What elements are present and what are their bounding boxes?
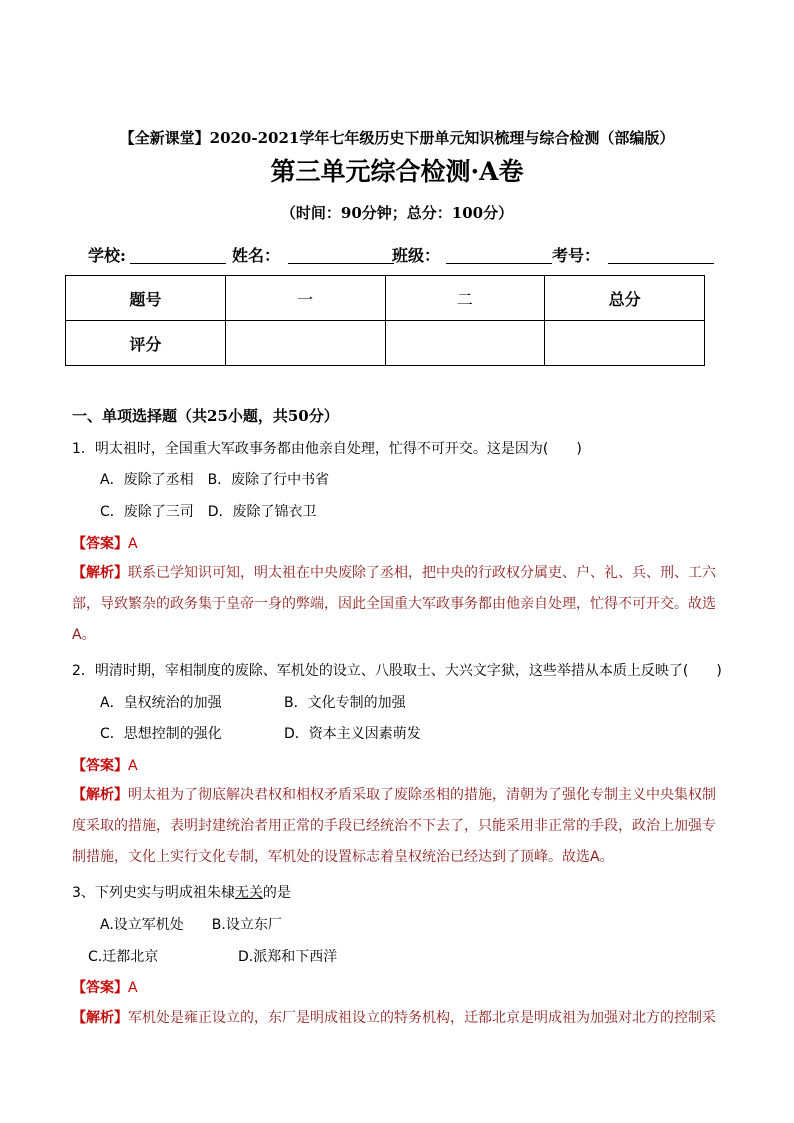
- analysis-text: 联系已学知识可知，明太祖在中央废除了丞相，把中央的行政权分属吏、户、礼、兵、刑、工六部，导致繁杂的政务集于皇帝一身的弊端，因此全国重大军政事务都由他亲自处理，忙得不可开交。故选A。: [72, 565, 716, 643]
- answer-value: A: [128, 536, 138, 552]
- question-3-analysis: [72, 1003, 722, 1034]
- analysis-tag: 【解析】: [72, 787, 128, 803]
- stem-prefix: 3、下列史实与明成祖朱棣: [72, 885, 235, 901]
- analysis-tag: 【解析】: [72, 565, 128, 581]
- question-1-options-cd: C．废除了三司 D．废除了锦衣卫: [100, 504, 317, 520]
- question-2-option-c: C．思想控制的强化: [100, 726, 222, 742]
- score-table-header: 题号: [66, 276, 226, 321]
- analysis-text: 明太祖为了彻底解决君权和相权矛盾采取了废除丞相的措施，清朝为了强化专制主义中央集权制度采取的措施，表明封建统治者用正常的手段已经统治不下去了，只能采用非正常的手段，政治上加强专制措施，文化上实行文化专制，军机处的设置标志着皇权统治已经达到了顶峰。故选A。: [72, 787, 716, 865]
- question-2-option-d: D．资本主义因素萌发: [284, 726, 421, 742]
- question-2-option-a: A．皇权统治的加强: [100, 695, 222, 711]
- score-cell-total[interactable]: [545, 321, 705, 366]
- question-3-option-d: D.派郑和下西洋: [238, 949, 338, 965]
- score-table-header: 总分: [545, 276, 705, 321]
- question-1-options-ab: A．废除了丞相 B．废除了行中书省: [100, 472, 330, 488]
- question-2-stem: 2．明清时期，宰相制度的废除、军机处的设立、八股取士、大兴文字狱，这些举措从本质上反映了( ): [72, 663, 722, 679]
- question-2-option-b: B．文化专制的加强: [284, 695, 406, 711]
- answer-value: A: [128, 758, 138, 774]
- stem-underline: 无关: [234, 885, 263, 901]
- analysis-tag: 【解析】: [72, 1010, 128, 1026]
- answer-tag: 【答案】: [72, 758, 128, 774]
- exam-number-label: 考号：: [552, 246, 601, 265]
- question-3-options-ab: A.设立军机处 B.设立东厂: [100, 917, 282, 933]
- series-title: 【全新课堂】2020-2021学年七年级历史下册单元知识梳理与综合检测（部编版）: [119, 129, 675, 147]
- class-label: 班级：: [392, 246, 441, 265]
- score-cell-1[interactable]: [225, 321, 385, 366]
- question-1-answer: [72, 533, 138, 553]
- question-2-analysis: [72, 780, 722, 873]
- name-field[interactable]: [288, 263, 394, 264]
- section-heading: 一、单项选择题（共25小题，共50分）: [72, 407, 339, 425]
- class-field[interactable]: [446, 263, 552, 264]
- question-1-analysis: [72, 558, 722, 651]
- question-3-stem: [72, 882, 291, 902]
- school-field[interactable]: [130, 263, 226, 264]
- score-table-row: [66, 321, 705, 366]
- student-info-row: [88, 243, 718, 267]
- question-2-answer: [72, 755, 138, 775]
- stem-suffix: 的是: [262, 885, 291, 901]
- score-table-header: 一: [225, 276, 385, 321]
- score-row-label: 评分: [66, 321, 226, 366]
- question-1-stem: 1．明太祖时，全国重大军政事务都由他亲自处理，忙得不可开交。这是因为( ): [72, 441, 582, 457]
- analysis-text: 军机处是雍正设立的，东厂是明成祖设立的特务机构，迁都北京是明成祖为加强对北方的控制采: [128, 1010, 716, 1026]
- answer-tag: 【答案】: [72, 980, 128, 996]
- score-table: [65, 275, 705, 366]
- page-title: 第三单元综合检测·A卷: [270, 157, 524, 186]
- name-label: 姓名：: [232, 246, 281, 265]
- exam-number-field[interactable]: [608, 263, 714, 264]
- score-cell-2[interactable]: [385, 321, 545, 366]
- answer-value: A: [128, 980, 138, 996]
- question-3-answer: [72, 977, 138, 997]
- exam-time-info: （时间：90分钟；总分：100分）: [280, 204, 514, 222]
- school-label: 学校:: [88, 246, 126, 265]
- question-3-option-c: C.迁都北京: [88, 949, 159, 965]
- answer-tag: 【答案】: [72, 536, 128, 552]
- score-table-header: 二: [385, 276, 545, 321]
- score-table-header-row: [66, 276, 705, 321]
